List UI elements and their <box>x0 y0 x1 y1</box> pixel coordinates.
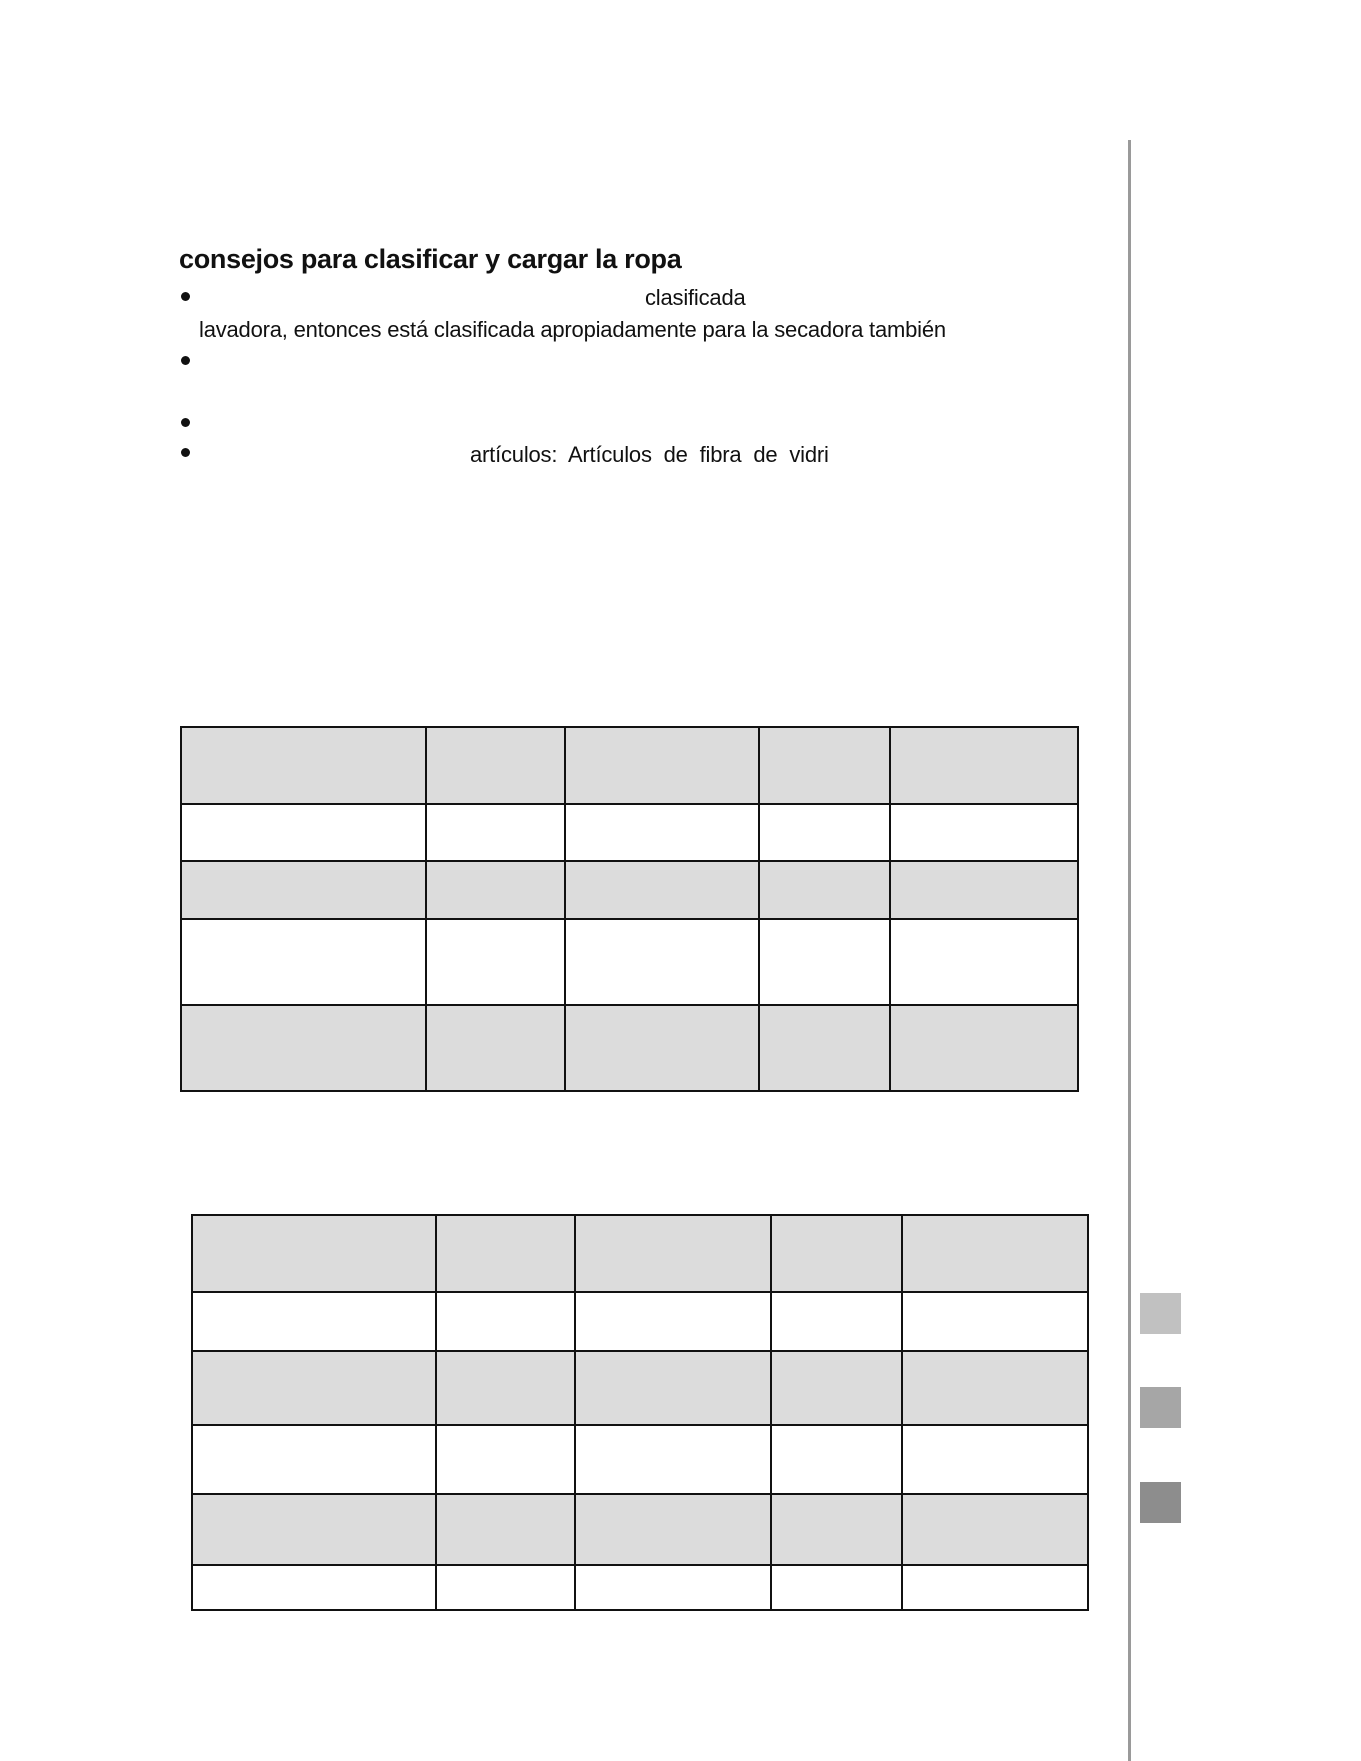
table-row <box>181 919 1078 1005</box>
table-row <box>181 1005 1078 1091</box>
side-tab-medium <box>1140 1387 1181 1428</box>
bullet-4-text: artículos: Artículos de fibra de vidri <box>470 442 829 467</box>
table-row <box>192 1215 1088 1292</box>
bullet-icon <box>181 448 190 457</box>
table-row <box>192 1351 1088 1425</box>
side-tab-light <box>1140 1293 1181 1334</box>
table-1 <box>180 726 1079 1092</box>
table-row <box>192 1425 1088 1494</box>
section-heading: consejos para clasificar y cargar la ropa <box>179 244 682 274</box>
side-tab-dark <box>1140 1482 1181 1523</box>
bullet-1-line-1: clasificada <box>645 285 746 310</box>
table-row <box>181 804 1078 861</box>
table-row <box>181 861 1078 919</box>
bullet-icon <box>181 418 190 427</box>
table-row <box>181 727 1078 804</box>
table-row <box>192 1494 1088 1564</box>
table-row <box>192 1292 1088 1350</box>
bullet-icon <box>181 356 190 365</box>
table-2 <box>191 1214 1089 1611</box>
table-row <box>192 1565 1088 1610</box>
margin-rule <box>1128 140 1131 1761</box>
bullet-1-line-2: lavadora, entonces está clasificada apropiadamente para la secadora también <box>199 317 946 342</box>
bullet-icon <box>181 292 190 301</box>
